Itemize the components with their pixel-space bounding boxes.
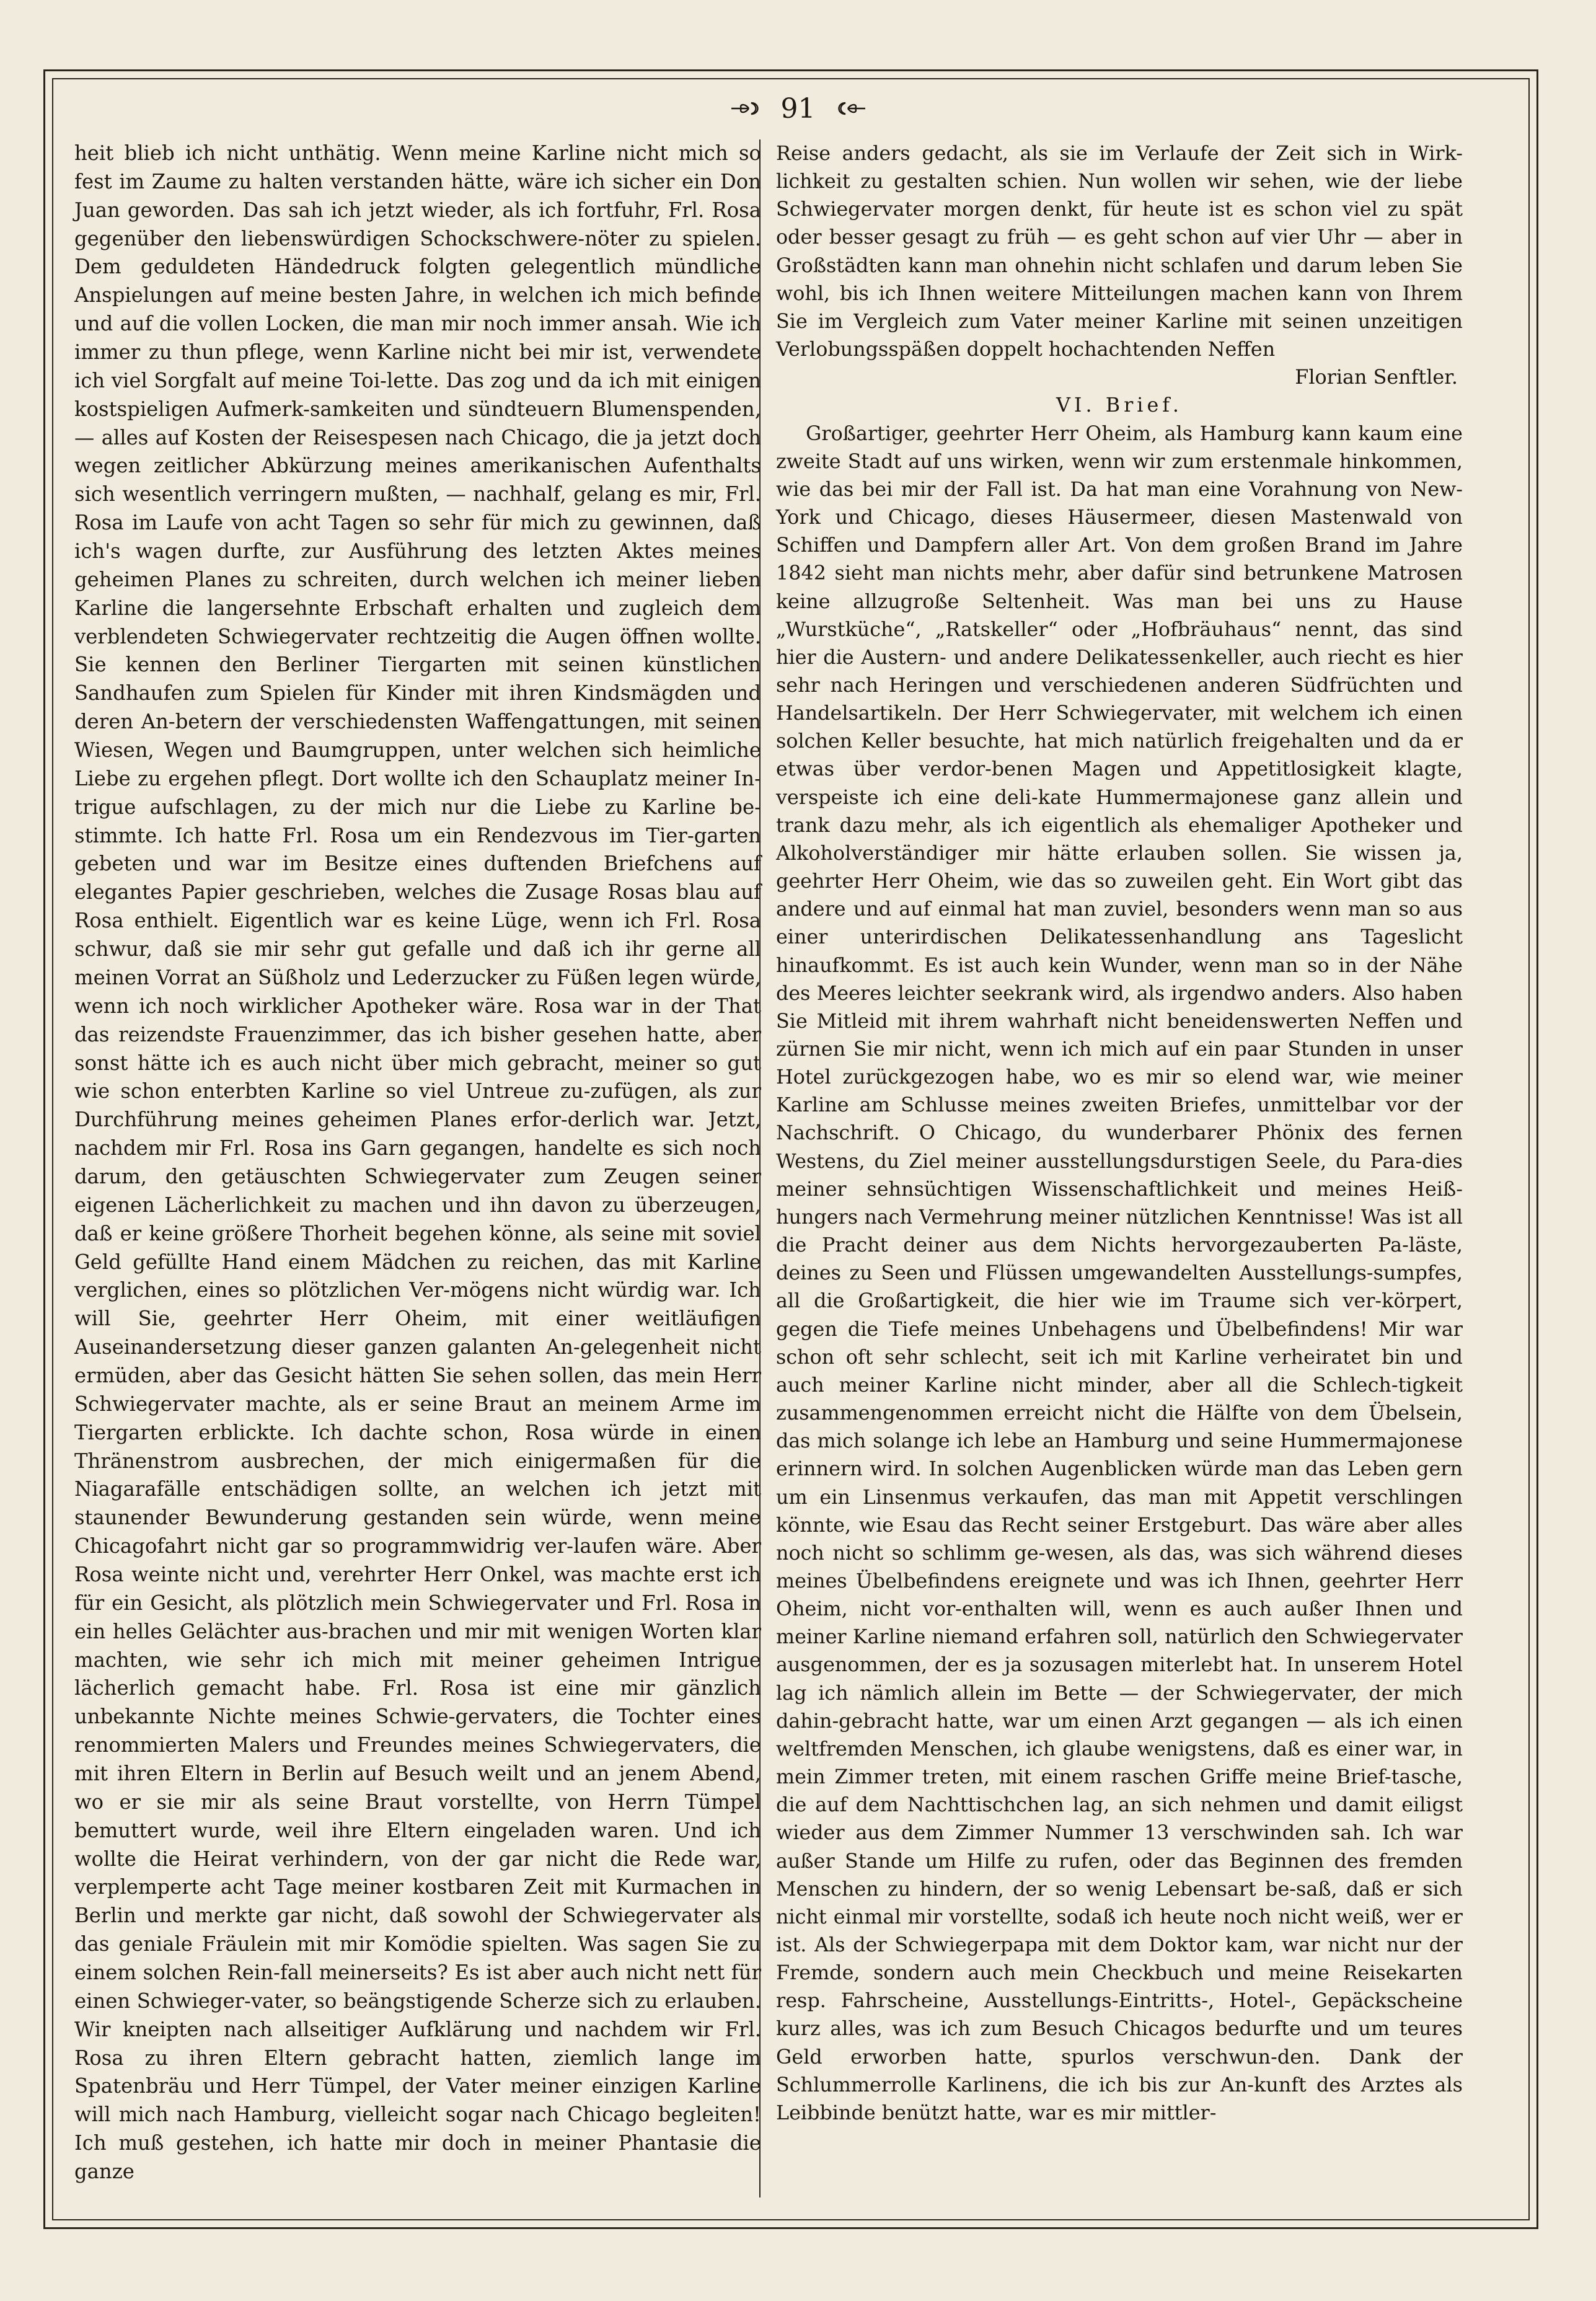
left-paragraph: heit blieb ich nicht unthätig. Wenn meine Karline nicht mich so fest im Zaume zu halten verstanden hätte, wäre ich sicher ein Don Juan geworden. Das sah ich jetzt wieder, als ich fortfuhr, Frl. Rosa gegenüber den liebenswürdigen Schockschwere-nöter zu spielen. Dem geduldeten Händedruck folgten gelegentlich mündliche Anspielungen auf meine besten Jahre, in welchen ich mich befinde und auf die vollen Locken, die man mir noch immer ansah. Wie ich immer zu thun pflege, wenn Karline nicht bei mir ist, verwendete ich viel Sorgfalt auf meine Toi-lette. Das zog und da ich mit einigen kostspieligen Aufmerk-samkeiten und sündteuern Blumenspenden, — alles auf Kosten der Reisespesen nach Chicago, die ja jetzt doch wegen zeitlicher Abkürzung meines amerikanischen Aufenthalts sich wesentlich verringern mußten, — nachhalf, gelang es mir, Frl. Rosa im Laufe von acht Tagen so sehr für mich zu gewinnen, daß ich's wagen durfte, zur Ausführung des letzten Aktes meines geheimen Planes zu schreiten, durch welchen ich meiner lieben Karline die langersehnte Erbschaft erhalten und zugleich dem verblendeten Schwiegervater rechtzeitig die Augen öffnen wollte. Sie kennen den Berliner Tiergarten mit seinen künstlichen Sandhaufen zum Spielen für Kinder mit ihren Kindsmägden und deren An-betern der verschiedensten Waffengattungen, mit seinen Wiesen, Wegen und Baumgruppen, unter welchen sich heimliche Liebe zu ergehen pflegt. Dort wollte ich den Schauplatz meiner In-trigue aufschlagen, zu der mich nur die Liebe zu Karline be-stimmte. Ich hatte Frl. Rosa um ein Rendezvous im Tier-garten gebeten und war im Besitze eines duftenden Briefchens auf elegantes Papier geschrieben, welches die Zusage Rosas blau auf Rosa enthielt. Eigentlich war es keine Lüge, wenn ich Frl. Rosa schwur, daß sie mir sehr gut gefalle und daß ich ihr gerne all meinen Vorrat an Süßholz und Lederzucker zu Füßen legen würde, wenn ich noch wirklicher Apotheker wäre. Rosa war in der That das reizendste Frauenzimmer, das ich bisher gesehen hatte, aber sonst hätte ich es auch nicht über mich gebracht, meiner so gut wie schon enterbten Karline so viel Untreue zu-zufügen, als zur Durchführung meines geheimen Planes erfor-derlich war. Jetzt, nachdem mir Frl. Rosa ins Garn gegangen, handelte es sich noch darum, den getäuschten Schwiegervater zum Zeugen seiner eigenen Lächerlichkeit zu machen und ihn davon zu überzeugen, daß er keine größere Thorheit begehen könne, als seine mit soviel Geld gefüllte Hand einem Mädchen zu reichen, das mit Karline verglichen, eines so plötzlichen Ver-mögens nicht würdig war. Ich will Sie, geehrter Herr Oheim, mit einer weitläufigen Auseinandersetzung dieser ganzen galanten An-gelegenheit nicht ermüden, aber das Gesicht hätten Sie sehen sollen, das mein Herr Schwiegervater machte, als er seine Braut an meinem Arme im Tiergarten erblickte. Ich dachte schon, Rosa würde in einen Thränenstrom ausbrechen, der mich einigermaßen für die Niagarafälle entschädigen sollte, an welchen ich jetzt mit staunender Bewunderung gestanden sein würde, wenn meine Chicagofahrt nicht gar so programmwidrig ver-laufen wäre. Aber Rosa weinte nicht und, verehrter Herr Onkel, was machte erst ich für ein Gesicht, als plötzlich mein Schwiegervater und Frl. Rosa in ein helles Gelächter aus-brachen und mir mit wenigen Worten klar machten, wie sehr ich mich mit meiner geheimen Intrigue lächerlich gemacht habe. Frl. Rosa ist eine mir gänzlich unbekannte Nichte meines Schwie-gervaters, die Tochter eines renommierten Malers und Freundes meines Schwiegervaters, die mit ihren Eltern in Berlin auf Besuch weilt und an jenem Abend, wo er sie mir als seine Braut vorstellte, von Herrn Tümpel bemuttert wurde, weil ihre Eltern eingeladen waren. Und ich wollte die Heirat verhindern, von der gar nicht die Rede war, verplemperte acht Tage meiner kostbaren Zeit mit Kurmachen in Berlin und merkte gar nicht, daß sowohl der Schwiegervater als das geniale Fräulein mit mir Komödie spielten. Was sagen Sie zu einem solchen Rein-fall meinerseits? Es ist aber auch nicht nett für einen Schwieger-vater, so beängstigende Scherze sich zu erlauben. Wir kneipten nach allseitiger Aufklärung und nachdem wir Frl. Rosa zu ihren Eltern gebracht hatten, ziemlich lange im Spatenbräu und Herr Tümpel, der Vater meiner einzigen Karline will mich nach Hamburg, vielleicht sogar nach Chicago begleiten! Ich muß gestehen, ich hatte mir doch in meiner Phantasie die ganze — [74, 141, 761, 2184]
signature: Florian Senftler. — [1295, 366, 1458, 389]
left-ornament-icon — [730, 99, 767, 118]
column-divider — [759, 139, 761, 2197]
right-ornament-icon — [829, 99, 866, 118]
left-column — [74, 139, 761, 2186]
page-number: 91 — [780, 92, 816, 125]
right-column — [776, 139, 1463, 2127]
letter-closing-paragraph: Reise anders gedacht, als sie im Verlaufe der Zeit sich in Wirk-lichkeit zu gestalten schien. Nun wollen wir sehen, wie der liebe Schwiegervater morgen denkt, für heute ist es schon viel zu spät oder besser gesagt zu früh — es geht schon auf vier Uhr — aber in Großstädten kann man ohnehin nicht schlafen und darum leben Sie wohl, bis ich Ihnen weitere Mitteilungen machen kann von Ihrem Sie im Vergleich zum Vater meiner Karline mit seinen unzeitigen Verlobungsspäßen doppelt hochachtenden Neffen — [776, 142, 1463, 361]
letter-body-paragraph: Großartiger, geehrter Herr Oheim, als Hamburg kann kaum eine zweite Stadt auf uns wirken, wenn wir zum erstenmale hinkommen, wie das bei mir der Fall ist. Da hat man eine Vorahnung von New-York und Chicago, dieses Häusermeer, diesen Mastenwald von Schiffen und Dampfern aller Art. Von dem großen Brand im Jahre 1842 sieht man nichts mehr, aber dafür sind betrunkene Matrosen keine allzugroße Seltenheit. Was man bei uns zu Hause „Wurstküche“, „Ratskeller“ oder „Hofbräuhaus“ nennt, das sind hier die Austern- und andere Delikatessenkeller, auch riecht es hier sehr nach Heringen und verschiedenen anderen Südfrüchten und Handelsartikeln. Der Herr Schwiegervater, mit welchem ich einen solchen Keller besuchte, hat mich natürlich freigehalten und da er etwas über verdor-benen Magen und Appetitlosigkeit klagte, verspeiste ich eine deli-kate Hummermajonese ganz allein und trank dazu mehr, als ich eigentlich als ehemaliger Apotheker und Alkoholverständiger mir hätte erlauben sollen. Sie wissen ja, geehrter Herr Oheim, wie das so zuweilen geht. Ein Wort gibt das andere und auf einmal hat man zuviel, besonders wenn man so aus einer unterirdischen Delikatessenhandlung ans Tageslicht hinaufkommt. Es ist auch kein Wunder, wenn man so in der Nähe des Meeres leichter seekrank wird, als irgendwo anders. Also haben Sie Mitleid mit ihrem wahrhaft nicht beneidenswerten Neffen und zürnen Sie mir nicht, wenn ich mich auf ein paar Stunden in unser Hotel zurückgezogen habe, wo es mir so elend war, wie meiner Karline am Schlusse meines zweiten Briefes, unmittelbar vor der Nachschrift. O Chicago, du wunderbarer Phönix des fernen Westens, du Ziel meiner ausstellungsdurstigen Seele, du Para-dies meiner sehnsüchtigen Wissenschaftlichkeit und meines Heiß-hungers nach Vermehrung meiner nützlichen Kenntnisse! Was ist all die Pracht deiner aus dem Nichts hervorgezauberten Pa-läste, deines zu Seen und Flüssen umgewandelten Ausstellungs-sumpfes, all die Großartigkeit, die hier wie im Traume sich ver-körpert, gegen die Tiefe meines Unbehagens und Übelbefindens! Mir war schon oft sehr schlecht, seit ich mit Karline verheiratet bin und auch meiner Karline nicht minder, aber all die Schlech-tigkeit zusammengenommen erreicht nicht die Hälfte von dem Übelsein, das mich solange ich lebe an Hamburg und seine Hummermajonese erinnern wird. In solchen Augenblicken würde man das Leben gern um ein Linsenmus verkaufen, das man mit Appetit verschlingen könnte, wie Esau das Recht seiner Erstgeburt. Das wäre aber alles noch nicht so schlimm ge-wesen, als das, was sich während dieses meines Übelbefindens ereignete und was ich Ihnen, geehrter Herr Oheim, nicht vor-enthalten will, wenn es auch außer Ihnen und meiner Karline niemand erfahren soll, natürlich den Schwiegervater ausgenommen, der es ja sozusagen miterlebt hat. In unserem Hotel lag ich nämlich allein im Bette — der Schwiegervater, der mich dahin-gebracht hatte, war um einen Arzt gegangen — als ich einen weltfremden Menschen, ich glaube wenigstens, daß es einer war, in mein Zimmer treten, mit einem raschen Griffe meine Brief-tasche, die auf dem Nachttischchen lag, an sich nehmen und damit eiligst wieder aus dem Zimmer Nummer 13 verschwinden sah. Ich war außer Stande um Hilfe zu rufen, oder das Beginnen des fremden Menschen zu hindern, der so wenig Lebensart be-saß, daß er sich nicht einmal mir vorstellte, sodaß ich heute noch nicht weiß, wer er ist. Als der Schwiegerpapa mit dem Doktor kam, war nicht nur der Fremde, sondern auch mein Checkbuch und meine Reisekarten resp. Fahrscheine, Ausstellungs-Eintritts-, Hotel-, Gepäckscheine kurz alles, was ich zum Besuch Chicagos bedurfte und um teures Geld erworben hatte, spurlos verschwun-den. Dank der Schlummerrolle Karlinens, die ich bis zur An-kunft des Arztes als Leibbinde benützt hatte, war es mir mittler- — [776, 422, 1463, 2124]
page-header — [0, 87, 1596, 130]
letter-heading: VI. Brief. — [1056, 394, 1183, 417]
